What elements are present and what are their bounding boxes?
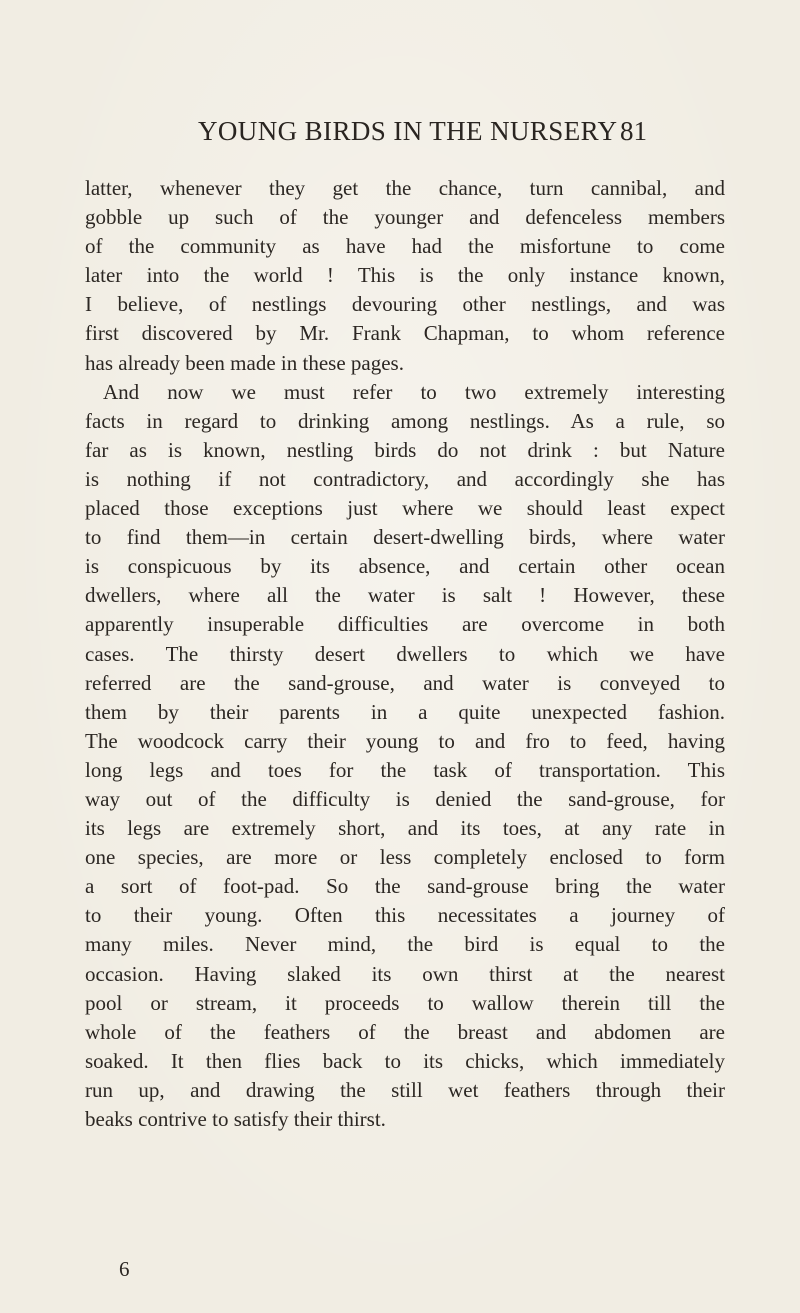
text-line: run up, and drawing the still wet feathers through their	[85, 1077, 725, 1102]
text-line: long legs and toes for the task of transportation. This	[85, 757, 725, 782]
text-line: And now we must refer to two extremely interesting	[103, 379, 725, 404]
text-line: placed those exceptions just where we should least expect	[85, 496, 725, 521]
signature-mark: 6	[119, 1257, 130, 1281]
text-line: referred are the sand-grouse, and water is conveyed to	[85, 670, 725, 695]
text-line: latter, whenever they get the chance, turn cannibal, and	[85, 176, 725, 200]
text-line: a sort of foot-pad. So the sand-grouse bring the water	[85, 874, 725, 899]
text-line: many miles. Never mind, the bird is equal to the	[85, 932, 725, 957]
text-line: later into the world ! This is the only instance known,	[85, 263, 725, 288]
text-line: is nothing if not contradictory, and accordingly she has	[85, 466, 725, 491]
text-line: whole of the feathers of the breast and abdomen are	[85, 1019, 725, 1044]
running-head	[0, 116, 800, 156]
text-line: The woodcock carry their young to and fro to feed, having	[85, 728, 725, 753]
text-line: them by their parents in a quite unexpected fashion.	[85, 699, 725, 724]
text-line: occasion. Having slaked its own thirst at the nearest	[85, 961, 725, 986]
text-line: dwellers, where all the water is salt ! However, these	[85, 583, 725, 608]
text-line: soaked. It then flies back to its chicks, which immediately	[85, 1048, 725, 1073]
text-line: to their young. Often this necessitates a journey of	[85, 903, 725, 928]
body-text	[85, 174, 725, 1134]
text-line: gobble up such of the younger and defenceless members	[85, 205, 725, 230]
text-line: one species, are more or less completely enclosed to form	[85, 845, 725, 870]
text-line: facts in regard to drinking among nestlings. As a rule, so	[85, 408, 725, 433]
text-line: apparently insuperable difficulties are overcome in both	[85, 612, 725, 637]
text-line: first discovered by Mr. Frank Chapman, to whom reference	[85, 321, 725, 346]
text-line: way out of the difficulty is denied the sand-grouse, for	[85, 786, 725, 811]
text-line: far as is known, nestling birds do not drink : but Nature	[85, 437, 725, 462]
text-line: is conspicuous by its absence, and certain other ocean	[85, 554, 725, 579]
running-title: YOUNG BIRDS IN THE NURSERY	[198, 116, 618, 146]
text-line: cases. The thirsty desert dwellers to which we have	[85, 641, 725, 666]
text-line: beaks contrive to satisfy their thirst.	[85, 1107, 386, 1131]
text-line: of the community as have had the misfortune to come	[85, 234, 725, 259]
text-line: its legs are extremely short, and its toes, at any rate in	[85, 816, 725, 841]
text-line: to find them—in certain desert-dwelling birds, where water	[85, 525, 725, 550]
text-line: has already been made in these pages.	[85, 350, 404, 375]
page-number: 81	[620, 116, 647, 146]
text-line: I believe, of nestlings devouring other nestlings, and was	[85, 292, 725, 317]
text-line: pool or stream, it proceeds to wallow therein till the	[85, 990, 725, 1015]
